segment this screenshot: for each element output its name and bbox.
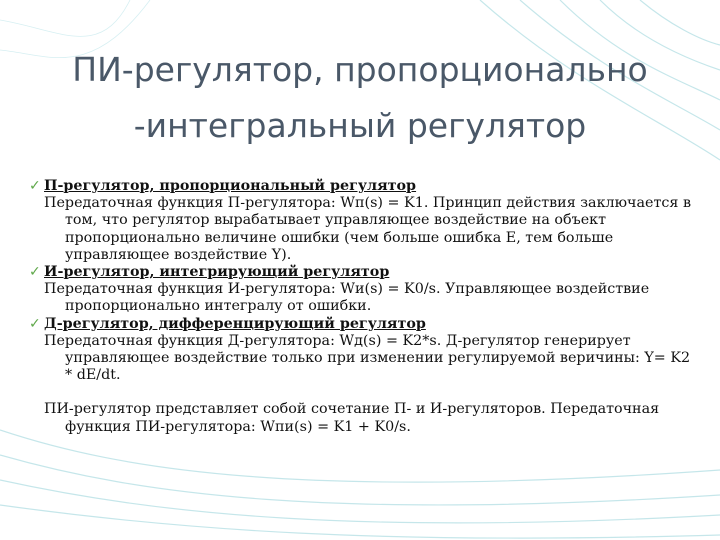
bullet-d-regulator bbox=[29, 315, 694, 333]
title-line-1: ПИ-регулятор, пропорционально bbox=[72, 50, 648, 89]
bullet-p-regulator bbox=[29, 178, 694, 195]
spacer bbox=[44, 384, 694, 401]
title-line-2: -интегральный регулятор bbox=[133, 106, 587, 145]
paragraph-i-regulator: Передаточная функция И-регулятора: Wи(s) = K0/s. Управляющее воздействие пропорционально интегралу от ошибки. bbox=[44, 281, 650, 315]
slide-title bbox=[30, 42, 690, 154]
paragraph-pi-regulator: ПИ-регулятор представляет собой сочетание П- и И-регуляторов. Передаточная функция ПИ-регулятора: Wпи(s) = K1 + K0/s. bbox=[44, 401, 660, 435]
bullet-i-regulator bbox=[29, 264, 694, 281]
check-mark-icon: ✓ bbox=[29, 178, 41, 194]
paragraph-p-regulator: Передаточная функция П-регулятора: Wп(s) = K1. Принцип действия заключается в том, что регулятор вырабатывает управляющее воздействие на объект пропорционально величине ошибки (чем больше ошибка E, тем больше управляющее воздействие Y). bbox=[44, 195, 692, 263]
check-mark-icon: ✓ bbox=[29, 264, 41, 281]
bullet-title: П-регулятор, пропорциональный регулятор bbox=[44, 178, 417, 194]
check-mark-icon: ✓ bbox=[29, 315, 41, 332]
bullet-title: И-регулятор, интегрирующий регулятор bbox=[44, 264, 390, 281]
bullet-title: Д-регулятор, дифференцирующий регулятор bbox=[44, 315, 426, 332]
paragraph-d-regulator: Передаточная функция Д-регулятора: Wд(s) = K2*s. Д-регулятор генерирует управляющее воздействие только при изменении регулируемой веричины: Y= K2 * dE/dt. bbox=[44, 332, 691, 384]
slide-content bbox=[29, 178, 694, 436]
